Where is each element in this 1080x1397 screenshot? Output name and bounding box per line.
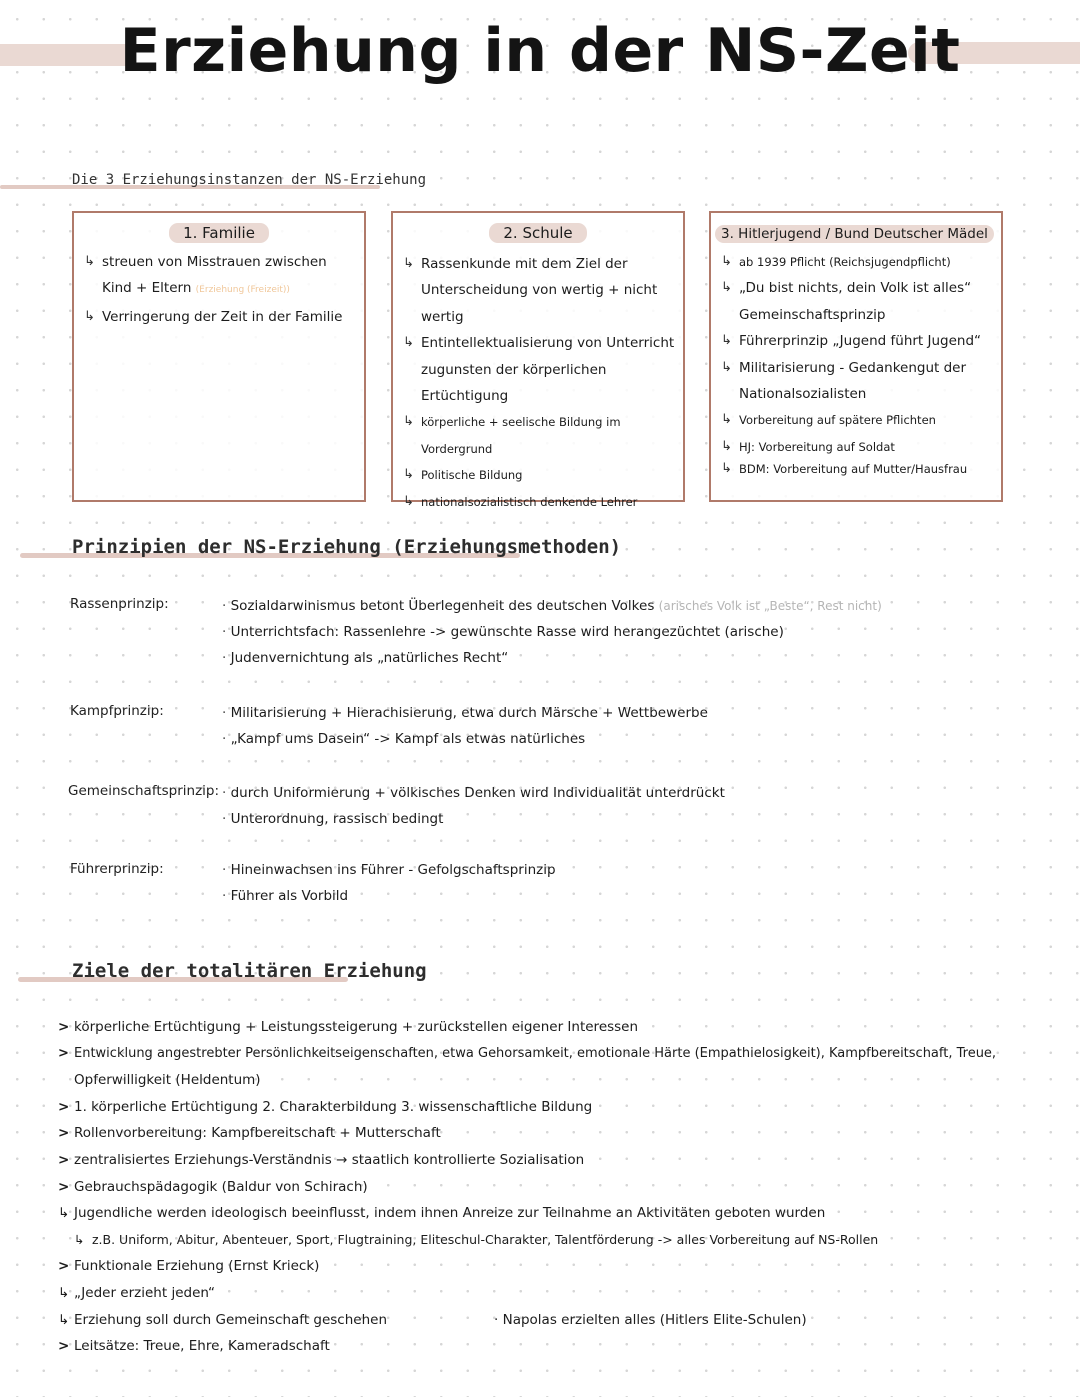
rasse-point-1: · Sozialdarwinismus betont Überlegenheit des deutschen Volkes (arisches Volk ist „Beste“, Rest nicht): [222, 593, 882, 619]
familie-item-2: ↳ Verringerung der Zeit in der Familie: [84, 304, 358, 330]
fuehrer-point-1: · Hineinwachsen ins Führer - Gefolgschaftsprinzip: [222, 857, 556, 883]
principle-points-gemeinschaft: [222, 780, 725, 832]
principle-label-gemeinschaft: Gemeinschaftsprinzip:: [68, 783, 220, 799]
kampf-point-2: · „Kampf ums Dasein“ -> Kampf als etwas natürliches: [222, 726, 708, 752]
principle-label-kampf: Kampfprinzip:: [70, 703, 164, 719]
goal-line-5: > Rollenvorbereitung: Kampfbereitschaft + Mutterschaft: [58, 1120, 1058, 1147]
schule-item-3: ↳ körperliche + seelische Bildung im Vordergrund: [403, 409, 677, 462]
gemeinschaft-point-2: · Unterordnung, rassisch bedingt: [222, 806, 725, 832]
schule-item-2: ↳ Entintellektualisierung von Unterricht zugunsten der körperlichen Ertüchtigung: [403, 330, 677, 409]
hj-item-7: ↳ BDM: Vorbereitung auf Mutter/Hausfrau: [721, 460, 995, 478]
kampf-point-1: · Militarisierung + Hierachisierung, etwa durch Märsche + Wettbewerbe: [222, 700, 708, 726]
gemeinschaft-point-1: · durch Uniformierung + völkisches Denken wird Individualität unterdrückt: [222, 780, 725, 806]
instance-box-hitlerjugend: [709, 211, 1003, 502]
familie-item-1: ↳ streuen von Misstrauen zwischen Kind + Eltern (Erziehung (Freizeit)): [84, 249, 358, 304]
principle-points-fuehrer: [222, 857, 556, 909]
hj-item-3: ↳ Führerprinzip „Jugend führt Jugend“: [721, 328, 995, 354]
instance-title-hitlerjugend: 3. Hitlerjugend / Bund Deutscher Mädel: [715, 225, 994, 243]
instances-heading: Die 3 Erziehungsinstanzen der NS-Erziehung: [72, 172, 427, 188]
schule-item-1: ↳ Rassenkunde mit dem Ziel der Unterscheidung von wertig + nicht wertig: [403, 251, 677, 330]
principles-heading: Prinzipien der NS-Erziehung (Erziehungsmethoden): [72, 536, 622, 558]
goal-line-6: > zentralisiertes Erziehungs-Verständnis → staatlich kontrollierte Sozialisation: [58, 1147, 1058, 1174]
goals-list: [58, 1014, 1058, 1360]
page-title: Erziehung in der NS-Zeit: [119, 16, 961, 86]
goal-line-13: > Leitsätze: Treue, Ehre, Kameradschaft: [58, 1333, 1058, 1360]
goal-line-2: > Entwicklung angestrebter Persönlichkeitseigenschaften, etwa Gehorsamkeit, emotionale Härte (Empathielosigkeit), Kampfbereitschaft, Treue,: [58, 1041, 1058, 1068]
rasse-point-2: · Unterrichtsfach: Rassenlehre -> gewünschte Rasse wird herangezüchtet (arische): [222, 619, 882, 645]
schule-item-5: ↳ nationalsozialistisch denkende Lehrer: [403, 489, 677, 515]
goal-line-8: ↳ Jugendliche werden ideologisch beeinflusst, indem ihnen Anreize zur Teilnahme an Aktivitäten geboten wurden: [58, 1200, 1058, 1227]
principle-label-rasse: Rassenprinzip:: [70, 596, 169, 612]
instance-box-familie: [72, 211, 366, 502]
goal-line-1: > körperliche Ertüchtigung + Leistungssteigerung + zurückstellen eigener Interessen: [58, 1014, 1058, 1041]
goal-line-4: > 1. körperliche Ertüchtigung 2. Charakterbildung 3. wissenschaftliche Bildung: [58, 1094, 1058, 1121]
hj-item-5: ↳ Vorbereitung auf spätere Pflichten: [721, 407, 995, 433]
goal-line-3: Opferwilligkeit (Heldentum): [74, 1072, 261, 1089]
goal-line-10: > Funktionale Erziehung (Ernst Krieck): [58, 1253, 1058, 1280]
principle-points-kampf: [222, 700, 708, 752]
goal-line-7: > Gebrauchspädagogik (Baldur von Schirach): [58, 1174, 1058, 1201]
instance-box-schule: [391, 211, 685, 509]
instance-title-familie: 1. Familie: [169, 223, 269, 243]
hj-item-2: ↳ „Du bist nichts, dein Volk ist alles“ Gemeinschaftsprinzip: [721, 275, 995, 328]
schule-item-4: ↳ Politische Bildung: [403, 462, 677, 488]
rasse-point-3: · Judenvernichtung als „natürliches Recht“: [222, 645, 882, 671]
hj-item-6: ↳ HJ: Vorbereitung auf Soldat: [721, 434, 995, 460]
goal-line-12: ↳ Erziehung soll durch Gemeinschaft geschehen · Napolas erzielten alles (Hitlers Elite-Schulen): [58, 1307, 1058, 1334]
instance-title-schule: 2. Schule: [489, 223, 586, 243]
goal-line-9: ↳ z.B. Uniform, Abitur, Abenteuer, Sport, Flugtraining, Eliteschul-Charakter, Talentförderung -> alles Vorbereitung auf NS-Rollen: [58, 1227, 1058, 1254]
hj-item-1: ↳ ab 1939 Pflicht (Reichsjugendpflicht): [721, 249, 995, 275]
principle-points-rasse: [222, 593, 882, 671]
goal-line-11: ↳ „Jeder erzieht jeden“: [58, 1280, 1058, 1307]
rasse-aside: (arisches Volk ist „Beste“, Rest nicht): [658, 599, 882, 613]
hj-item-4: ↳ Militarisierung - Gedankengut der Nationalsozialisten: [721, 355, 995, 408]
familie-note: (Erziehung (Freizeit)): [195, 285, 290, 296]
goal-aside-napolas: · Napolas erzielten alles (Hitlers Elite-Schulen): [494, 1311, 807, 1328]
fuehrer-point-2: · Führer als Vorbild: [222, 883, 556, 909]
goals-heading: Ziele der totalitären Erziehung: [72, 960, 427, 982]
principle-label-fuehrer: Führerprinzip:: [70, 861, 164, 877]
